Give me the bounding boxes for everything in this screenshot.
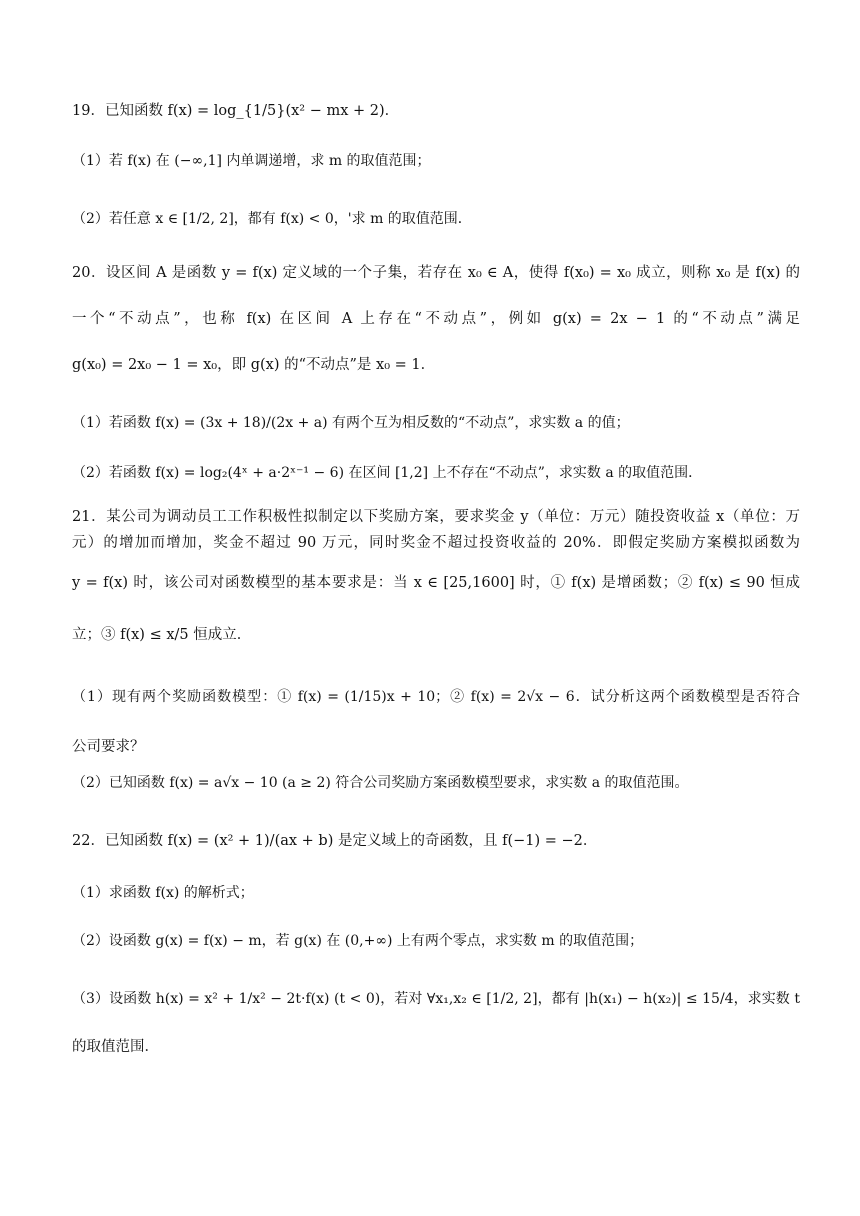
q21-part2: （2）已知函数 f(x) = a√x − 10 (a ≥ 2) 符合公司奖励方案函数模型要求，求实数 a 的取值范围。 [72, 775, 689, 791]
q20-stem-line2: 一个“不动点”，也称 f(x) 在区间 A 上存在“不动点”，例如 g(x) = 2x − 1 的“不动点”满足 [72, 311, 800, 327]
q20-stem-line1: 20．设区间 A 是函数 y = f(x) 定义域的一个子集，若存在 x₀ ∈ A，使得 f(x₀) = x₀ 成立，则称 x₀ 是 f(x) 的 [72, 265, 800, 281]
q21-part1-line2: 公司要求？ [72, 739, 145, 755]
q22-part1: （1）求函数 f(x) 的解析式； [72, 885, 254, 901]
q22-part2: （2）设函数 g(x) = f(x) − m，若 g(x) 在 (0,+∞) 上有两个零点，求实数 m 的取值范围； [72, 933, 644, 949]
q19-part2: （2）若任意 x ∈ [1/2, 2]，都有 f(x) < 0，'求 m 的取值范围． [72, 211, 472, 227]
q21-stem-line1: 21．某公司为调动员工工作积极性拟制定以下奖励方案，要求奖金 y（单位：万元）随投资收益 x（单位：万 [72, 509, 800, 525]
q22-part3-line2: 的取值范围． [72, 1039, 159, 1055]
q21-stem-line4: 立；③ f(x) ≤ x/5 恒成立． [72, 627, 252, 643]
q21-stem-line2: 元）的增加而增加，奖金不超过 90 万元，同时奖金不超过投资收益的 20%．即假定奖励方案模拟函数为 [72, 535, 800, 551]
q19-stem: 19．已知函数 f(x) = log_{1/5}(x² − mx + 2)． [72, 103, 400, 119]
q22-part3-line1: （3）设函数 h(x) = x² + 1/x² − 2t·f(x) (t < 0)，若对 ∀x₁,x₂ ∈ [1/2, 2]，都有 |h(x₁) − h(x₂)| ≤ 15/4，求实数 t [72, 991, 800, 1007]
q20-part2: （2）若函数 f(x) = log₂(4ˣ + a·2ˣ⁻¹ − 6) 在区间 [1,2] 上不存在“不动点”，求实数 a 的取值范围． [72, 465, 703, 481]
q19-part1: （1）若 f(x) 在 (−∞,1] 内单调递增，求 m 的取值范围； [72, 153, 431, 169]
q22-stem: 22．已知函数 f(x) = (x² + 1)/(ax + b) 是定义域上的奇函数，且 f(−1) = −2． [72, 833, 598, 849]
q21-stem-line3: y = f(x) 时，该公司对函数模型的基本要求是：当 x ∈ [25,1600] 时，① f(x) 是增函数；② f(x) ≤ 90 恒成 [72, 575, 800, 591]
q20-part1: （1）若函数 f(x) = (3x + 18)/(2x + a) 有两个互为相反数的“不动点”，求实数 a 的值； [72, 415, 630, 431]
q21-part1-line1: （1）现有两个奖励函数模型：① f(x) = (1/15)x + 10；② f(x) = 2√x − 6．试分析这两个函数模型是否符合 [72, 689, 800, 705]
q20-stem-line3: g(x₀) = 2x₀ − 1 = x₀，即 g(x) 的“不动点”是 x₀ = 1． [72, 357, 436, 373]
